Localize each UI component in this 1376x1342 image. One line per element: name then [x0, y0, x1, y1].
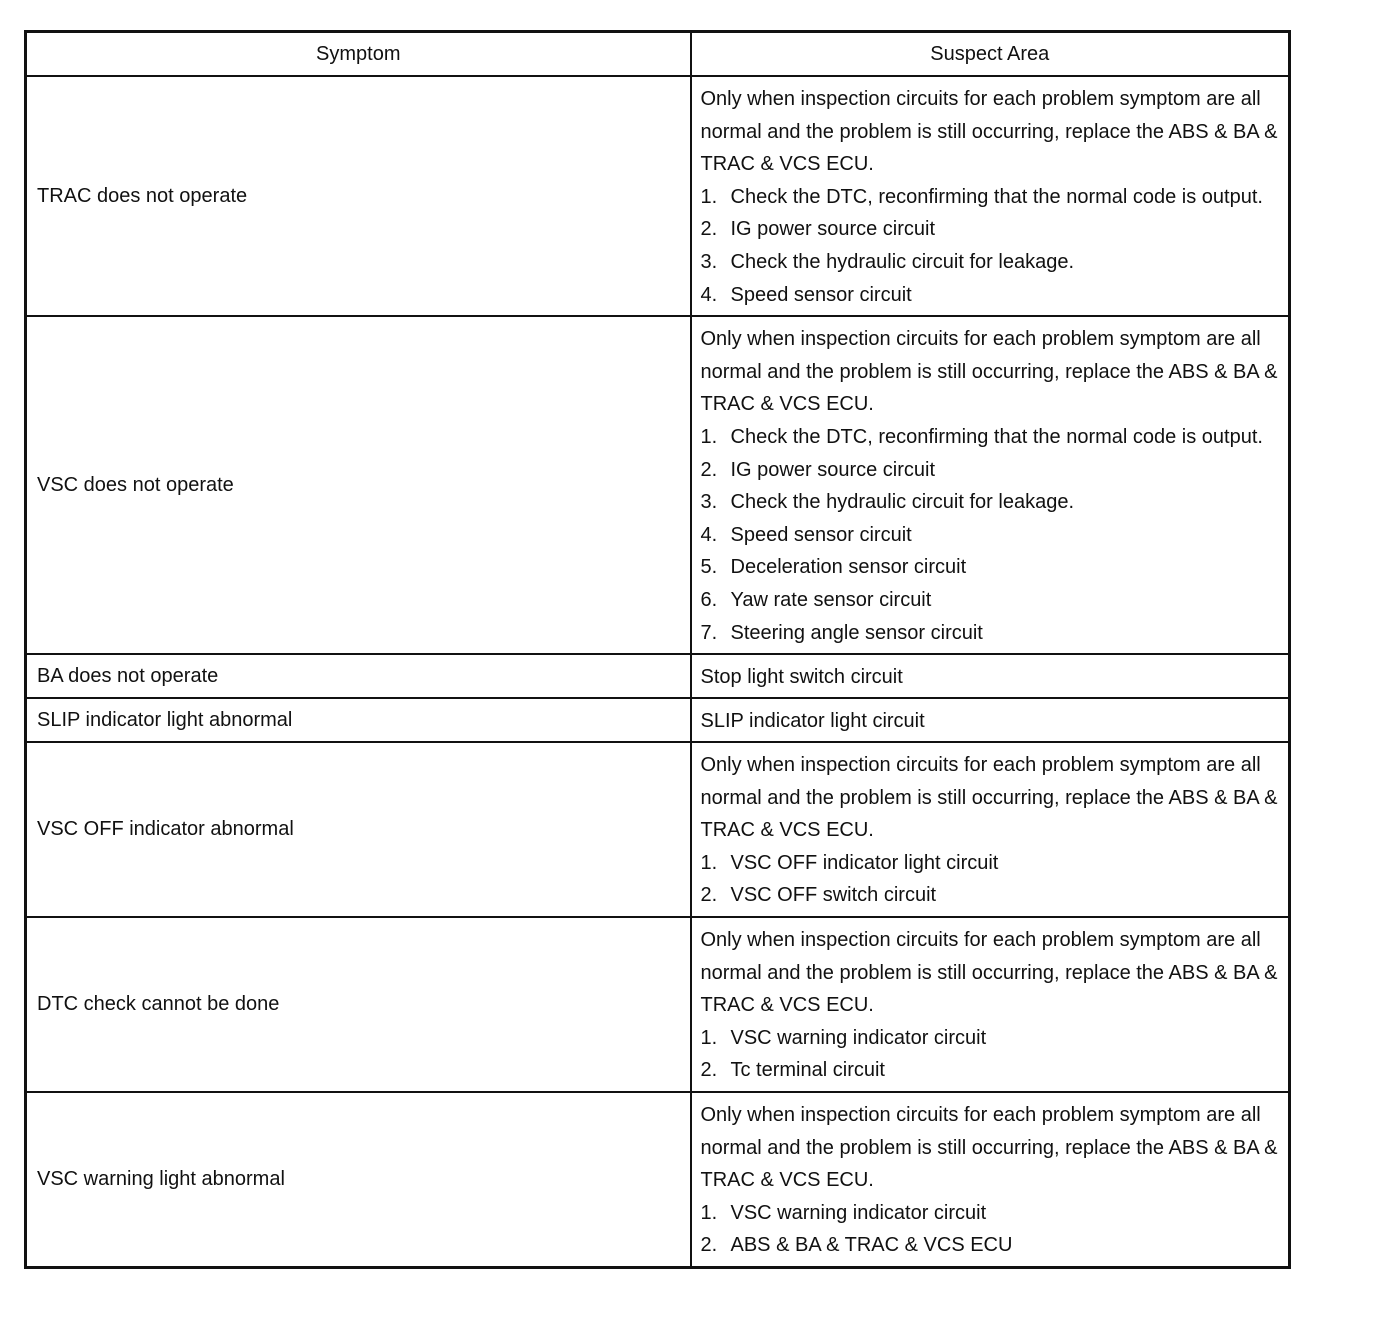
item-number: 6.	[700, 588, 718, 611]
ecu-replace-note: Only when inspection circuits for each problem symptom are all normal and the problem is still occurring, replace the ABS & BA & TRAC & VCS ECU.	[700, 328, 1278, 416]
list-item	[701, 519, 1281, 552]
table-row	[26, 76, 1290, 316]
item-number: 2.	[700, 884, 718, 907]
suspect-area-cell	[691, 917, 1290, 1092]
check-list	[701, 1197, 1281, 1262]
item-number: 1.	[700, 851, 718, 874]
item-number: 4.	[700, 523, 718, 546]
check-list	[701, 847, 1281, 912]
suspect-area-cell	[691, 316, 1290, 654]
table-row	[26, 316, 1290, 654]
item-text: VSC warning indicator circuit	[730, 1026, 987, 1049]
item-number: 2.	[700, 458, 718, 481]
suspect-area-cell: Stop light switch circuit	[691, 654, 1290, 698]
list-item	[701, 213, 1281, 246]
header-suspect-area: Suspect Area	[691, 32, 1290, 77]
table-row	[26, 917, 1290, 1092]
item-number: 1.	[700, 1201, 718, 1224]
item-text: Check the DTC, reconfirming that the normal code is output.	[730, 425, 1263, 448]
item-number: 2.	[700, 1234, 718, 1257]
item-number: 7.	[700, 621, 718, 644]
item-text: Deceleration sensor circuit	[730, 556, 967, 579]
table-row	[26, 1092, 1290, 1267]
item-number: 1.	[700, 425, 718, 448]
list-item	[701, 879, 1281, 912]
item-text: Yaw rate sensor circuit	[730, 588, 932, 611]
item-number: 3.	[700, 491, 718, 514]
item-text: Speed sensor circuit	[730, 283, 912, 306]
list-item	[701, 1229, 1281, 1262]
table-row	[26, 654, 1290, 698]
item-text: IG power source circuit	[730, 218, 936, 241]
item-text: Steering angle sensor circuit	[730, 621, 983, 644]
item-number: 2.	[700, 1059, 718, 1082]
list-item	[701, 847, 1281, 880]
header-symptom: Symptom	[26, 32, 691, 77]
item-number: 4.	[700, 283, 718, 306]
check-list	[701, 1022, 1281, 1087]
item-text: Tc terminal circuit	[730, 1059, 885, 1082]
symptom-cell: TRAC does not operate	[26, 76, 691, 316]
suspect-area-cell: SLIP indicator light circuit	[691, 698, 1290, 742]
symptom-cell: SLIP indicator light abnormal	[26, 698, 691, 742]
list-item	[701, 486, 1281, 519]
item-text: VSC OFF indicator light circuit	[730, 851, 999, 874]
list-item	[701, 1197, 1281, 1230]
table-row	[26, 698, 1290, 742]
list-item	[701, 584, 1281, 617]
item-text: VSC OFF switch circuit	[730, 884, 937, 907]
suspect-area-cell	[691, 742, 1290, 917]
item-number: 2.	[700, 218, 718, 241]
list-item	[701, 246, 1281, 279]
ecu-replace-note: Only when inspection circuits for each problem symptom are all normal and the problem is still occurring, replace the ABS & BA & TRAC & VCS ECU.	[700, 1104, 1278, 1192]
item-text: Speed sensor circuit	[730, 523, 912, 546]
table-row	[26, 742, 1290, 917]
suspect-area-cell	[691, 1092, 1290, 1267]
list-item	[701, 454, 1281, 487]
item-number: 1.	[700, 1026, 718, 1049]
item-number: 1.	[700, 185, 718, 208]
ecu-replace-note: Only when inspection circuits for each problem symptom are all normal and the problem is still occurring, replace the ABS & BA & TRAC & VCS ECU.	[700, 754, 1278, 842]
list-item	[701, 279, 1281, 312]
check-list	[701, 181, 1281, 311]
ecu-replace-note: Only when inspection circuits for each problem symptom are all normal and the problem is still occurring, replace the ABS & BA & TRAC & VCS ECU.	[700, 929, 1278, 1017]
symptom-cell: BA does not operate	[26, 654, 691, 698]
list-item	[701, 421, 1281, 454]
item-number: 5.	[700, 556, 718, 579]
item-text: ABS & BA & TRAC & VCS ECU	[730, 1234, 1013, 1257]
item-number: 3.	[700, 250, 718, 273]
symptom-cell: VSC OFF indicator abnormal	[26, 742, 691, 917]
list-item	[701, 181, 1281, 214]
symptom-cell: VSC warning light abnormal	[26, 1092, 691, 1267]
list-item	[701, 617, 1281, 650]
item-text: Check the DTC, reconfirming that the normal code is output.	[730, 185, 1263, 208]
symptom-cell: VSC does not operate	[26, 316, 691, 654]
item-text: IG power source circuit	[730, 458, 936, 481]
item-text: Check the hydraulic circuit for leakage.	[730, 250, 1074, 273]
symptom-cell: DTC check cannot be done	[26, 917, 691, 1092]
list-item	[701, 551, 1281, 584]
item-text: VSC warning indicator circuit	[730, 1201, 987, 1224]
list-item	[701, 1054, 1281, 1087]
suspect-area-cell	[691, 76, 1290, 316]
ecu-replace-note: Only when inspection circuits for each problem symptom are all normal and the problem is still occurring, replace the ABS & BA & TRAC & VCS ECU.	[700, 88, 1278, 176]
list-item	[701, 1022, 1281, 1055]
check-list	[701, 421, 1281, 649]
item-text: Check the hydraulic circuit for leakage.	[730, 491, 1074, 514]
troubleshooting-table	[24, 30, 1291, 1269]
header-row	[26, 32, 1290, 77]
